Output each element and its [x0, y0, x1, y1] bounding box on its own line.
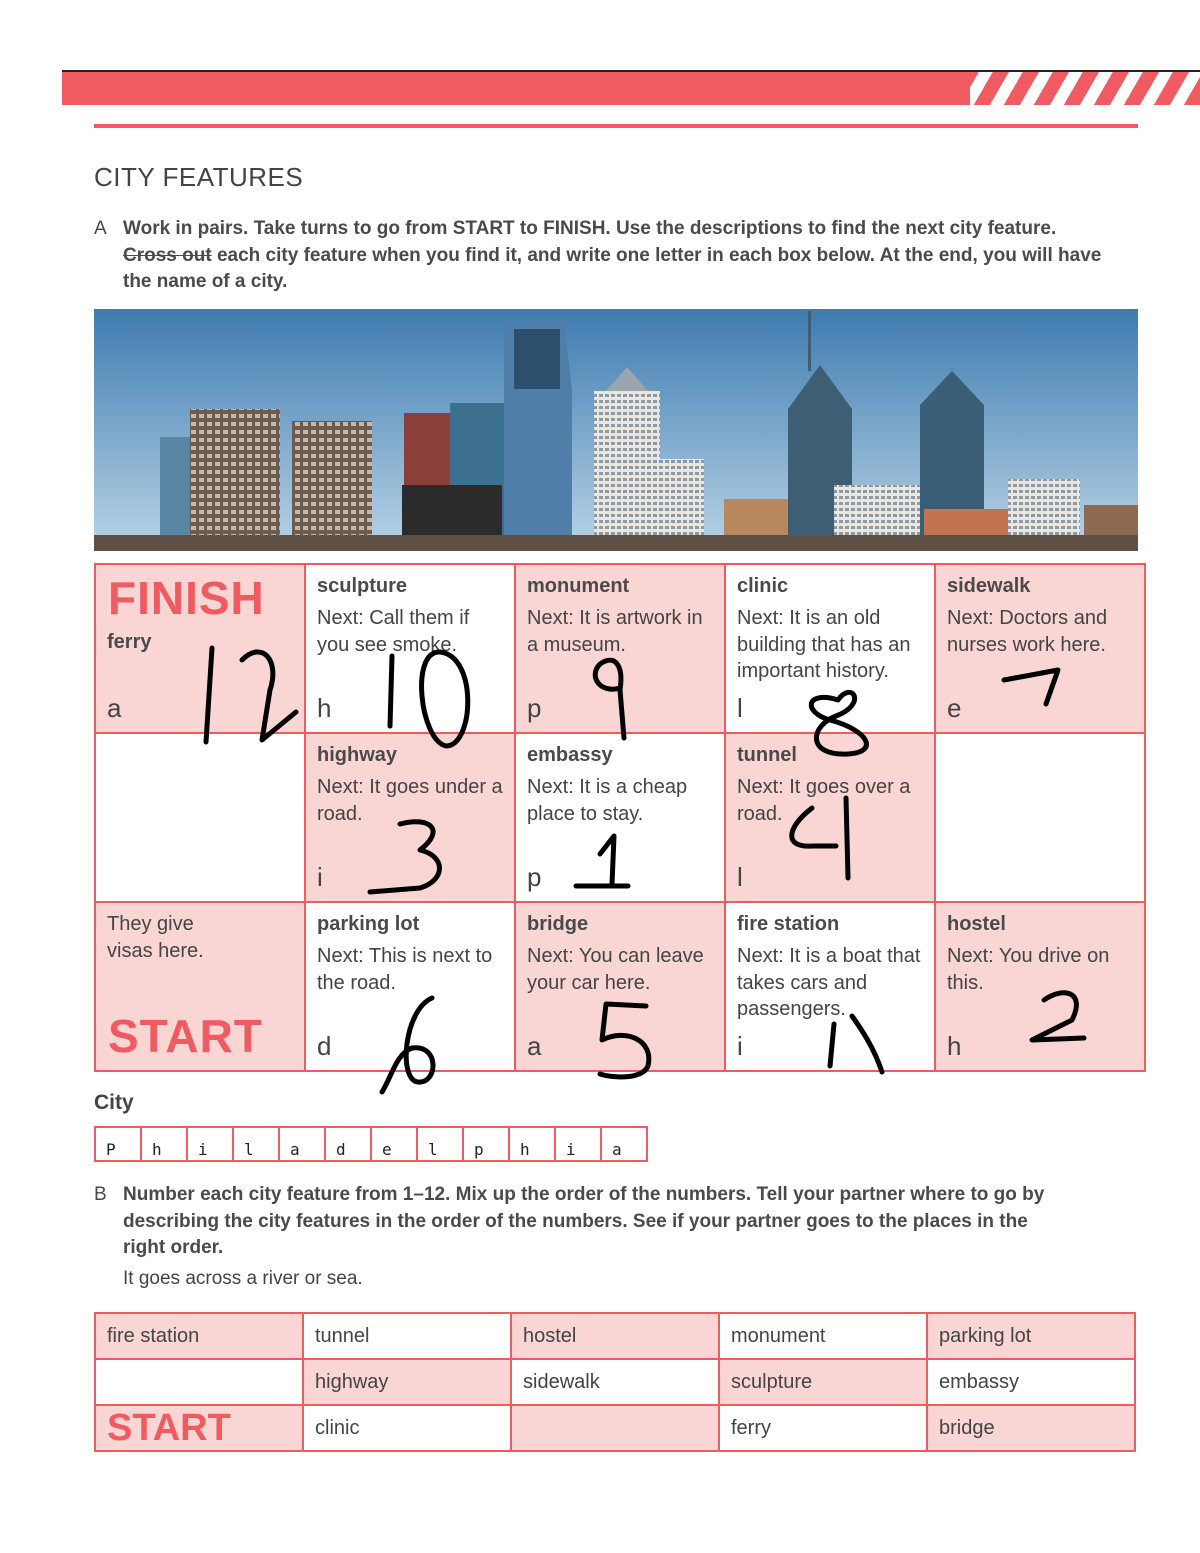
city-letter-box[interactable]: d — [324, 1126, 372, 1162]
city-letter-box[interactable]: e — [370, 1126, 418, 1162]
cell-name: clinic — [737, 575, 789, 597]
board-cell-sidewalk — [935, 564, 1145, 733]
board-cell-embassy — [515, 733, 725, 902]
city-letter-box[interactable]: a — [278, 1126, 326, 1162]
cell-letter: l — [737, 693, 743, 723]
instruction-b-text: Number each city feature from 1–12. Mix up the order of the numbers. Tell your partner where to go by describing the city features in the order of the numbers. See if your partner goes to the places in the right order. — [123, 1184, 1045, 1258]
city-label: City — [94, 1091, 134, 1114]
skyline-illustration — [94, 309, 1138, 551]
city-letter-box[interactable]: i — [554, 1126, 602, 1162]
city-letter-box[interactable]: h — [508, 1126, 556, 1162]
cell-letter: l — [737, 862, 743, 892]
city-letter-box[interactable]: h — [140, 1126, 188, 1162]
instruction-a-text — [123, 216, 1113, 296]
cell-next: Next: It goes over a road. — [737, 776, 911, 825]
cell-letter: p — [527, 862, 542, 892]
city-skyline-photo — [94, 309, 1138, 551]
cell-name: sidewalk — [947, 575, 1031, 597]
board-cell-parking-lot — [305, 902, 515, 1071]
header-rule — [94, 124, 1138, 128]
board-cell-finish-ferry — [95, 564, 305, 733]
table-cell: monument — [719, 1313, 927, 1359]
cell-name: hostel — [947, 913, 1006, 935]
board-cell-start — [95, 902, 305, 1071]
cell-letter: i — [737, 1031, 743, 1061]
cell-letter: p — [527, 693, 542, 723]
cell-name: embassy — [527, 744, 613, 766]
table-cell: hostel — [511, 1313, 719, 1359]
board-cell-tunnel — [725, 733, 935, 902]
board-cell-hostel — [935, 902, 1145, 1071]
table-cell: clinic — [303, 1405, 511, 1451]
finish-label: FINISH — [108, 572, 265, 624]
cell-next: Next: You can leave your car here. — [527, 945, 704, 994]
cell-letter: i — [317, 862, 323, 892]
cell-next: Next: Call them if you see smoke. — [317, 607, 470, 656]
board-cell-sculpture — [305, 564, 515, 733]
instruction-a-line2: each city feature when you find it, and write one letter in each box below. At the end, you will have the name of a city. — [123, 244, 1102, 292]
board-cell-fire-station — [725, 902, 935, 1071]
instruction-a-letter: A — [94, 218, 107, 239]
cell-name: fire station — [737, 913, 840, 935]
start-label: START — [108, 1010, 263, 1062]
cell-next: Next: It is an old building that has an important history. — [737, 607, 911, 682]
table-cell: tunnel — [303, 1313, 511, 1359]
cell-next: They give visas here. — [107, 913, 204, 962]
table-cell: sidewalk — [511, 1359, 719, 1405]
city-letter-box[interactable]: l — [416, 1126, 464, 1162]
cell-letter: a — [527, 1031, 542, 1061]
instruction-a-strike: Cross out — [123, 244, 212, 266]
city-letter-box[interactable]: p — [462, 1126, 510, 1162]
cell-letter: e — [947, 693, 962, 723]
cell-next: Next: It is artwork in a museum. — [527, 607, 703, 656]
table-cell: highway — [303, 1359, 511, 1405]
board-cell-bridge — [515, 902, 725, 1071]
cell-name: tunnel — [737, 744, 797, 766]
cell-next: Next: It is a cheap place to stay. — [527, 776, 688, 825]
header-stripes — [970, 72, 1200, 105]
city-letter-box[interactable]: a — [600, 1126, 648, 1162]
board-cell-monument — [515, 564, 725, 733]
cell-next: Next: It is a boat that takes cars and passengers. — [737, 945, 921, 1020]
cell-next: Next: Doctors and nurses work here. — [947, 607, 1108, 656]
table-cell: embassy — [927, 1359, 1135, 1405]
cell-name: highway — [317, 744, 398, 766]
table-cell: parking lot — [927, 1313, 1135, 1359]
table-cell: sculpture — [719, 1359, 927, 1405]
board-cell-highway — [305, 733, 515, 902]
instruction-b-example: It goes across a river or sea. — [123, 1268, 363, 1289]
table-cell: fire station — [95, 1313, 303, 1359]
page-title: CITY FEATURES — [94, 162, 304, 192]
cell-letter: h — [317, 693, 332, 723]
city-letter-boxes — [94, 1126, 646, 1162]
cell-next: Next: You drive on this. — [947, 945, 1110, 994]
board-cell-empty — [95, 733, 305, 902]
board-cell-clinic — [725, 564, 935, 733]
game-board — [94, 563, 1146, 1072]
city-features-table — [94, 1312, 1136, 1452]
table-cell-start: START — [95, 1405, 303, 1451]
cell-name: parking lot — [317, 913, 420, 935]
table-cell: ferry — [719, 1405, 927, 1451]
city-letter-box[interactable]: i — [186, 1126, 234, 1162]
cell-letter: h — [947, 1031, 962, 1061]
cell-letter: a — [107, 693, 122, 723]
cell-name: ferry — [107, 631, 152, 653]
instruction-a-line1: Work in pairs. Take turns to go from START to FINISH. Use the descriptions to find the next city feature. — [123, 218, 1057, 239]
table-cell: bridge — [927, 1405, 1135, 1451]
cell-name: sculpture — [317, 575, 408, 597]
table-cell — [511, 1405, 719, 1451]
city-letter-box[interactable]: l — [232, 1126, 280, 1162]
cell-name: monument — [527, 575, 630, 597]
cell-next: Next: This is next to the road. — [317, 945, 493, 994]
board-cell-empty — [935, 733, 1145, 902]
cell-next: Next: It goes under a road. — [317, 776, 503, 825]
table-cell — [95, 1359, 303, 1405]
cell-name: bridge — [527, 913, 589, 935]
instruction-b-letter: B — [94, 1184, 107, 1205]
cell-letter: d — [317, 1031, 332, 1061]
city-letter-box[interactable]: P — [94, 1126, 142, 1162]
